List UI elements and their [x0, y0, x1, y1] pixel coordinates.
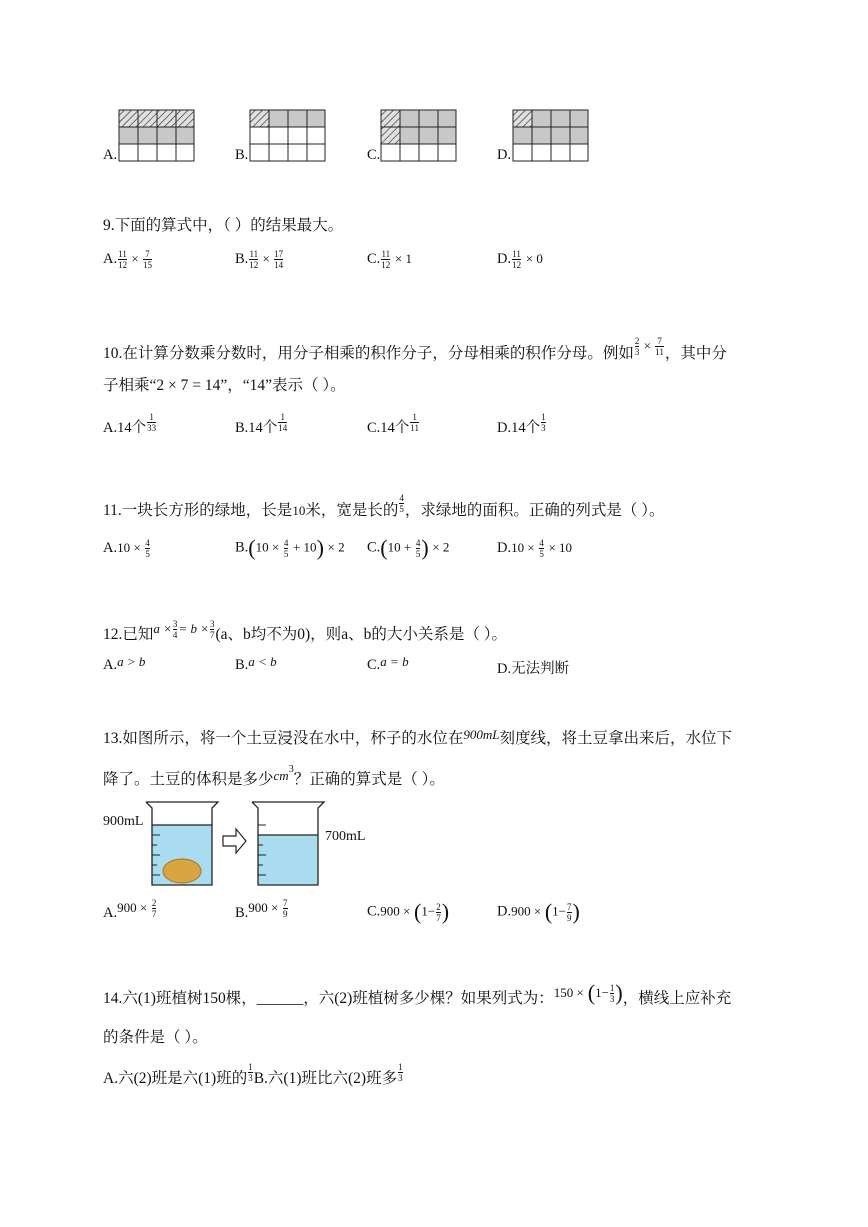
q10-option-c: C.14个 $\frac{1}{11}$ — [367, 412, 419, 436]
q8-option-b-label: B. — [235, 147, 249, 163]
q9-option-d: D. $\frac{11}{12}$ × 0 — [497, 249, 543, 270]
beaker-left — [146, 802, 218, 885]
q11-option-b: B.(10 × $\frac{4}{5}$ + 10) × 2 — [235, 535, 345, 560]
q13-option-a: A.900 × $\frac{2}{7}$ — [103, 898, 157, 921]
q10-option-a: A.14个 $\frac{1}{33}$ — [103, 412, 157, 436]
q9-stem: 9.下面的算式中，（ ）的结果最大。 — [103, 217, 344, 234]
q11-option-c: C.(10 + $\frac{4}{5}$ ) × 2 — [367, 535, 450, 560]
q13-option-b: B.900 × $\frac{7}{9}$ — [235, 898, 288, 921]
potato-icon — [163, 859, 201, 883]
beaker-right — [252, 802, 324, 885]
q14-option-b: B.六(1)班比六(2)班多 — [253, 1070, 398, 1087]
q10-option-d: D.14个 $\frac{1}{3}$ — [497, 412, 546, 436]
q10-option-b: B.14个 $\frac{1}{14}$ — [235, 412, 288, 436]
q12-option-c: C.a = b — [367, 654, 409, 673]
q14-stem-line2: 的条件是（ ）。 — [103, 1029, 208, 1046]
q10-stem-line1: 10.在计算分数乘分数时，用分子相乘的积作分子，分母相乘的积作分母。例如 $\frac{2}{3}$ × $\frac{7}{11}$ ，其中分 — [103, 335, 727, 362]
beaker-left-volume-label: 900mL — [103, 814, 144, 829]
q8-option-d-label: D. — [497, 147, 512, 163]
q13-stem-line2: 降了。土豆的体积是多少$^{cm3}$？正确的算式是（ ）。 — [103, 763, 445, 788]
q14-option-a: A.六(2)班是六(1)班的 — [103, 1070, 248, 1087]
q11-option-d: D.10 × $\frac{4}{5}$ × 10 — [497, 538, 573, 559]
q14-stem-line1: 14.六(1)班植树150棵，______，六(2)班植树多少棵？如果列式为：$^{150 \times}$ ($^{1-}$ $\frac{1}{3}$ )，横线上应补充 — [103, 980, 732, 1007]
q12-stem: 12.已知$^{a \times}$ $\frac{3}{4}$ $^{= b \times}$ $\frac{3}{7}$ (a、b均不为0)，则a、b的大小关系是（ ）。 — [103, 618, 507, 643]
q9-option-b: B. $\frac{11}{12}$ × $\frac{17}{14}$ — [235, 249, 284, 270]
q14-options: A.六(2)班是六(1)班的 $\frac{1}{3}$ B.六(1)班比六(2)班多 $\frac{1}{3}$ — [103, 1061, 403, 1087]
q9-option-c: C. $\frac{11}{12}$ × 1 — [367, 249, 413, 270]
q12-option-a: A.a > b — [103, 654, 146, 673]
q13-option-d: D.900 × (1− $\frac{7}{9}$ ) — [497, 899, 580, 924]
q11-option-a: A.10 × $\frac{4}{5}$ — [103, 538, 150, 559]
q8-option-b-grid — [249, 109, 327, 162]
q8-option-c-label: C. — [367, 147, 381, 163]
q8-option-a-grid — [118, 109, 196, 162]
q8-option-a-label: A. — [103, 147, 118, 163]
answer-blank: ______ — [256, 990, 304, 1007]
q12-option-d: D.无法判断 — [497, 661, 570, 677]
right-arrow-icon — [223, 829, 246, 853]
q13-option-c: C.900 × (1− $\frac{2}{7}$ ) — [367, 899, 450, 924]
beaker-right-volume-label: 700mL — [325, 829, 366, 844]
q13-stem-line1: 13.如图所示，将一个土豆浸没在水中，杯子的水位在$^{900mL}$刻度线，将土豆拿出来后，水位下 — [103, 727, 733, 747]
q9-option-a: A. $\frac{11}{12}$ × $\frac{7}{15}$ — [103, 249, 152, 270]
q12-option-b: B.a < b — [235, 654, 277, 673]
q8-option-c-grid — [380, 109, 458, 162]
q10-stem-line2: 子相乘“2 × 7 = 14”，“14”表示（ ）。 — [103, 377, 346, 394]
q8-option-d-grid — [512, 109, 590, 162]
q11-stem: 11.一块长方形的绿地，长是10米，宽是长的 $\frac{4}{5}$ ，求绿地的面积。正确的列式是（ ）。 — [103, 492, 665, 519]
